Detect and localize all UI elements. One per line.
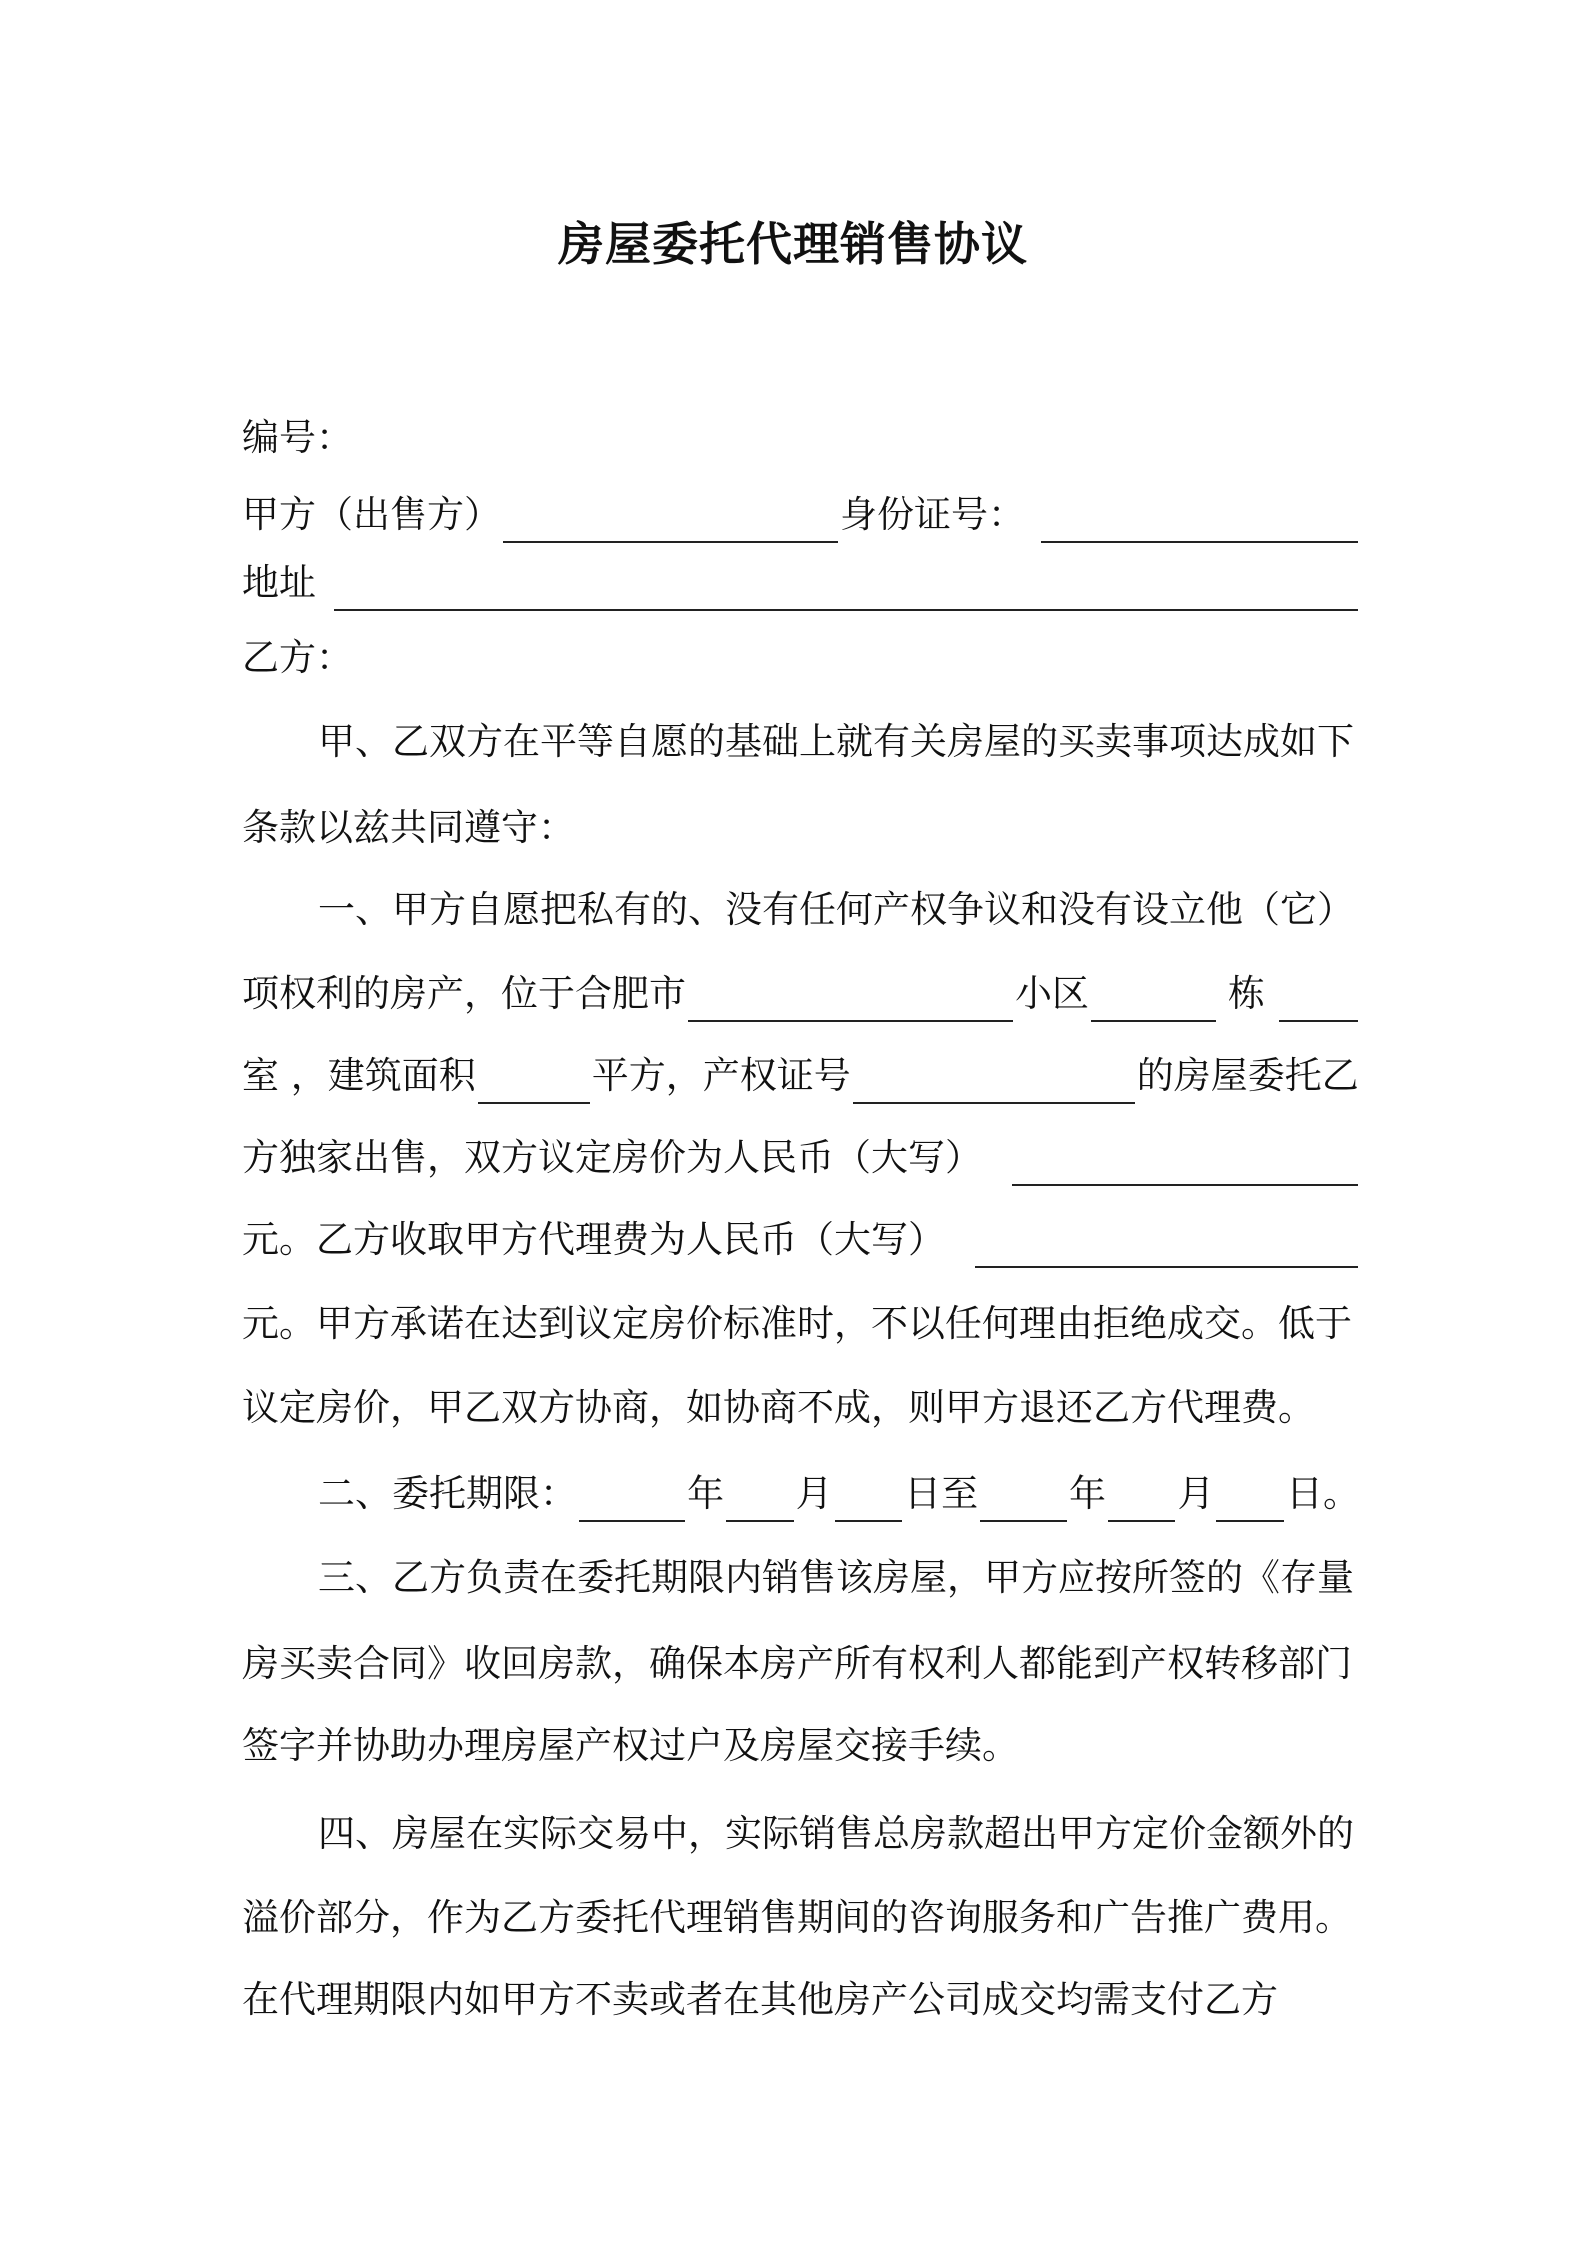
party-a-label: 甲方（出售方） xyxy=(242,493,501,536)
clause3-line-1 xyxy=(242,1550,1360,1606)
clause1-line-4 xyxy=(242,1130,1360,1186)
clause1-line-3 xyxy=(242,1048,1360,1104)
clause1-text-7: 议定房价，甲乙双方协商，如协商不成，则甲方退还乙方代理费。 xyxy=(242,1386,1315,1429)
clause1-line-7 xyxy=(242,1380,1360,1436)
price-blank[interactable] xyxy=(1012,1144,1358,1186)
party-b-label: 乙方： xyxy=(242,636,353,679)
clause4-line-3 xyxy=(242,1972,1360,2028)
clause4-text-1: 四、房屋在实际交易中，实际销售总房款超出甲方定价金额外的 xyxy=(318,1812,1354,1855)
intro-text-2: 条款以兹共同遵守： xyxy=(242,806,575,849)
start-year-label: 年 xyxy=(687,1472,725,1515)
term-label: 二、委托期限： xyxy=(318,1472,577,1515)
start-month-blank[interactable] xyxy=(726,1480,794,1522)
clause3-line-2 xyxy=(242,1636,1360,1692)
area-label: 室 ，建筑面积 xyxy=(242,1054,476,1097)
clause2-line xyxy=(242,1466,1360,1522)
end-month-label: 月 xyxy=(1177,1472,1215,1515)
end-year-blank[interactable] xyxy=(980,1480,1067,1522)
fee-blank[interactable] xyxy=(975,1226,1358,1268)
address-label: 地址 xyxy=(242,561,316,604)
location-blank[interactable] xyxy=(688,980,1013,1022)
certificate-blank[interactable] xyxy=(853,1062,1135,1104)
start-day-label: 日至 xyxy=(904,1472,979,1515)
clause4-line-2 xyxy=(242,1890,1360,1946)
community-label: 小区 xyxy=(1015,972,1089,1015)
party-a-name-blank[interactable] xyxy=(503,501,838,543)
intro-text-1: 甲、乙双方在平等自愿的基础上就有关房屋的买卖事项达成如下 xyxy=(318,720,1354,763)
clause3-text-2: 房买卖合同》收回房款，确保本房产所有权利人都能到产权转移部门 xyxy=(242,1642,1352,1685)
party-b-line xyxy=(242,630,1360,686)
clause1-location-label: 项权利的房产，位于合肥市 xyxy=(242,972,686,1015)
end-month-blank[interactable] xyxy=(1108,1480,1176,1522)
certificate-label: 平方，产权证号 xyxy=(591,1054,851,1097)
clause3-text-3: 签字并协助办理房屋产权过户及房屋交接手续。 xyxy=(242,1724,1019,1767)
clause1-line-5 xyxy=(242,1212,1360,1268)
clause1-line-6 xyxy=(242,1296,1360,1352)
end-day-label: 日。 xyxy=(1285,1472,1360,1515)
end-year-label: 年 xyxy=(1068,1472,1106,1515)
start-month-label: 月 xyxy=(795,1472,833,1515)
intro-line-2 xyxy=(242,800,1360,856)
fee-label: 元。乙方收取甲方代理费为人民币（大写） xyxy=(242,1218,945,1261)
clause3-text-1: 三、乙方负责在委托期限内销售该房屋，甲方应按所签的《存量 xyxy=(318,1556,1354,1599)
community-blank[interactable] xyxy=(1091,980,1216,1022)
area-blank[interactable] xyxy=(478,1062,590,1104)
clause1-entrust-text: 的房屋委托乙 xyxy=(1136,1054,1359,1097)
clause4-text-2: 溢价部分，作为乙方委托代理销售期间的咨询服务和广告推广费用。 xyxy=(242,1896,1352,1939)
start-day-blank[interactable] xyxy=(835,1480,903,1522)
clause1-text-1: 一、甲方自愿把私有的、没有任何产权争议和没有设立他（它） xyxy=(318,888,1354,931)
clause3-line-3 xyxy=(242,1718,1360,1774)
intro-line-1 xyxy=(242,714,1360,770)
number-line xyxy=(242,410,1360,466)
clause1-line-1 xyxy=(242,882,1360,938)
end-day-blank[interactable] xyxy=(1216,1480,1284,1522)
clause4-line-1 xyxy=(242,1806,1360,1862)
party-a-line xyxy=(242,487,1360,543)
number-label: 编号： xyxy=(242,416,353,459)
clause1-text-6: 元。甲方承诺在达到议定房价标准时，不以任何理由拒绝成交。低于 xyxy=(242,1302,1352,1345)
start-year-blank[interactable] xyxy=(579,1480,685,1522)
address-blank[interactable] xyxy=(334,569,1358,611)
clause1-line-2 xyxy=(242,966,1360,1022)
price-label: 方独家出售，双方议定房价为人民币（大写） xyxy=(242,1136,982,1179)
clause4-text-3: 在代理期限内如甲方不卖或者在其他房产公司成交均需支付乙方 xyxy=(242,1978,1278,2021)
id-number-blank[interactable] xyxy=(1041,501,1358,543)
building-blank[interactable] xyxy=(1279,980,1358,1022)
address-line xyxy=(242,555,1360,611)
document-title: 房屋委托代理销售协议 xyxy=(558,217,1028,271)
building-label: 栋 xyxy=(1228,972,1265,1015)
id-label: 身份证号： xyxy=(840,493,1025,536)
